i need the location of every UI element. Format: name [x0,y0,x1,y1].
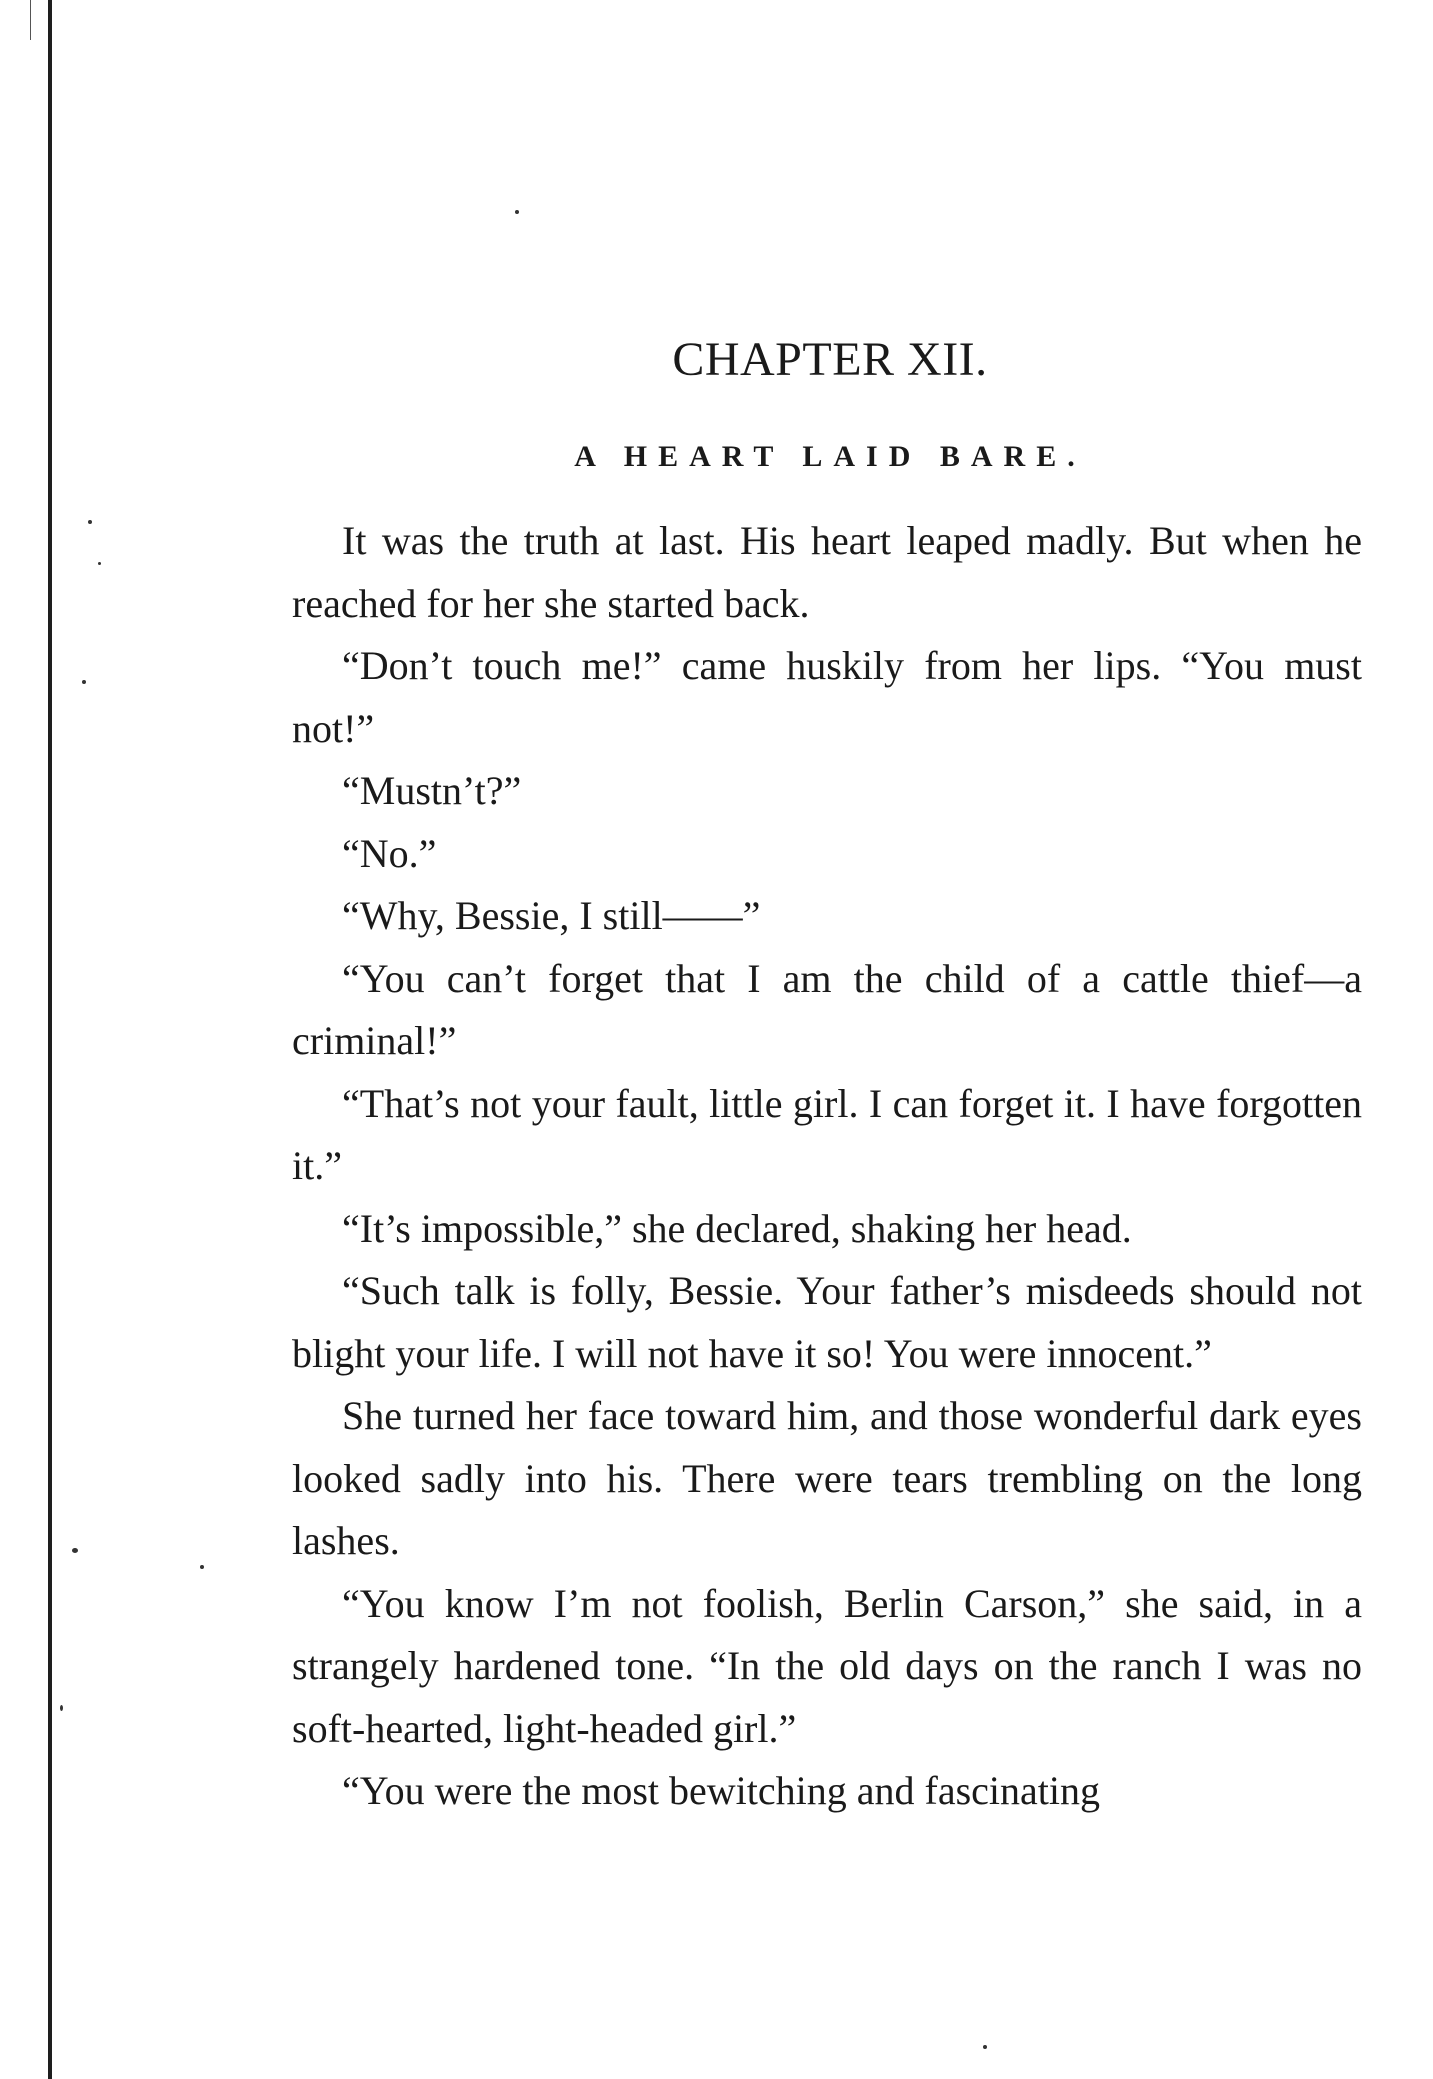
chapter-body [292,510,1362,1823]
paragraph: “Don’t touch me!” came huskily from her lips. “You must not!” [292,643,1362,751]
print-speck [88,520,92,524]
paragraph: “It’s impossible,” she declared, shaking her head. [342,1205,1132,1251]
print-speck [515,210,519,214]
paragraph: “Such talk is folly, Bessie. Your father’s misdeeds should not blight your life. I will not have it so! You were innocent.” [292,1268,1362,1376]
paragraph: “That’s not your fault, little girl. I can forget it. I have forgotten it.” [292,1080,1362,1188]
chapter-title: CHAPTER XII. [672,333,988,386]
print-speck [72,1548,78,1553]
paragraph: She turned her face toward him, and those wonderful dark eyes looked sadly into his. There were tears trembling on the long lashes. [292,1393,1362,1563]
print-speck [98,562,101,565]
page-edge-mark [30,0,31,40]
paragraph: “No.” [342,830,437,876]
paragraph: “Mustn’t?” [342,768,522,813]
paragraph: “You know I’m not foolish, Berlin Carson,” she said, in a strangely hardened tone. “In the old days on the ranch I was no soft-hearted, light-headed girl.” [292,1580,1362,1751]
print-speck [60,1705,63,1711]
chapter-subtitle: A HEART LAID BARE. [574,440,1086,473]
paragraph: “Why, Bessie, I still——” [342,893,761,938]
page-binding-edge [48,0,52,2079]
print-speck [200,1565,204,1569]
print-speck [983,2045,987,2049]
paragraph: “You were the most bewitching and fascinating [342,1768,1100,1813]
paragraph: “You can’t forget that I am the child of a cattle thief—a criminal!” [292,955,1362,1063]
print-speck [82,680,86,684]
paragraph: It was the truth at last. His heart leaped madly. But when he reached for her she started back. [292,518,1362,626]
